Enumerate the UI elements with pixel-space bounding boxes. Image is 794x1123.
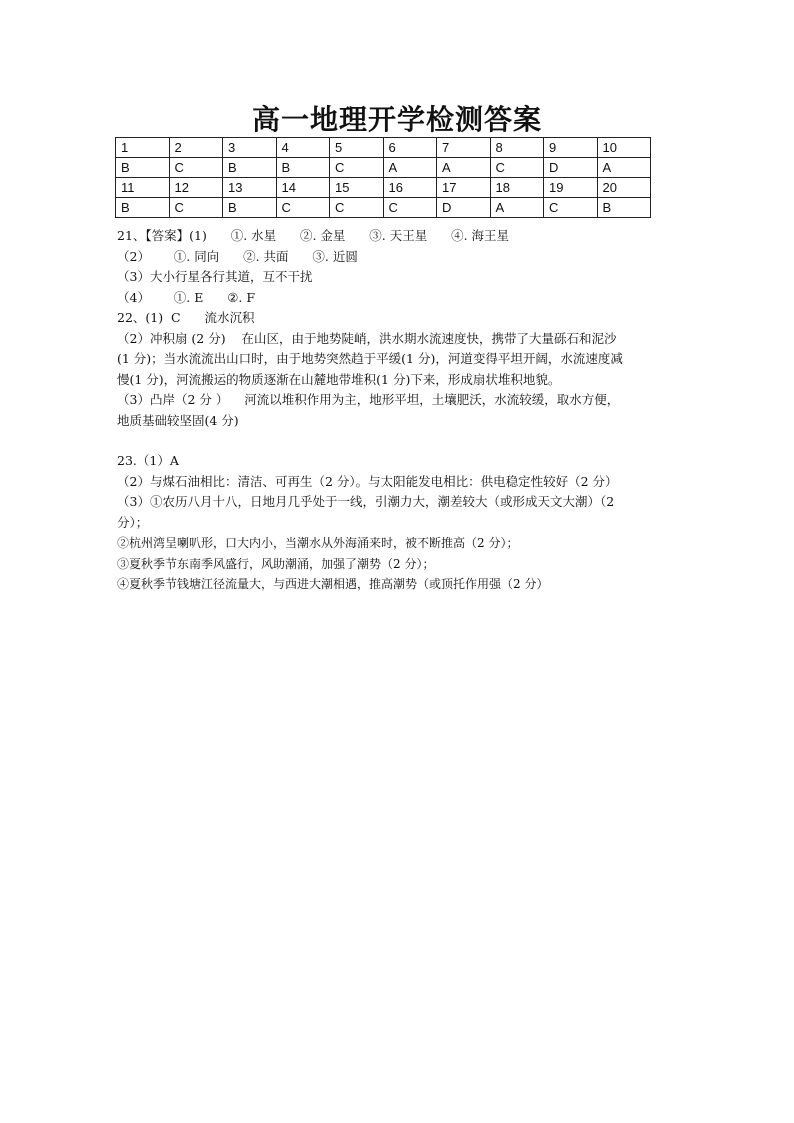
q22-line-5: （3）凸岸（2 分 ） 河流以堆积作用为主，地形平坦，土壤肥沃，水流较缓，取水方便，	[117, 392, 620, 407]
question-number-cell: 9	[544, 138, 598, 158]
answer-cell: B	[116, 158, 170, 178]
answer-cell: B	[597, 198, 651, 218]
q22-line-4: 慢(1 分)，河流搬运的物质逐渐在山麓地带堆积(1 分)下来，形成扇状堆积地貌。	[117, 371, 561, 387]
answer-row	[116, 198, 651, 218]
q22-line-3: (1 分)；当水流流出山口时，由于地势突然趋于平缓(1 分)，河道变得平坦开阔，水流速度减	[117, 351, 623, 366]
answer-cell: B	[223, 158, 277, 178]
q21-line-4: （4） ①. E ②. F	[117, 289, 256, 305]
question-number-cell: 19	[544, 178, 598, 198]
question-number-cell: 17	[437, 178, 491, 198]
question-number-cell: 13	[223, 178, 277, 198]
answer-cell: C	[383, 198, 437, 218]
answer-cell: C	[330, 158, 384, 178]
q21-line-1: 21、【答案】(1) ①. 水星 ②. 金星 ③. 天王星 ④. 海王星	[117, 228, 510, 243]
q22-line-2: （2）冲积扇 (2 分) 在山区，由于地势陡峭，洪水期水流速度快，携带了大量砾石和泥沙	[117, 330, 617, 346]
question-number-cell: 4	[276, 138, 330, 158]
question-number-cell: 14	[276, 178, 330, 198]
q23-line-4: 分）；	[117, 514, 149, 530]
answer-cell: C	[544, 198, 598, 218]
answer-cell: D	[544, 158, 598, 178]
question-number-cell: 6	[383, 138, 437, 158]
question-number-row	[116, 138, 651, 158]
question-number-cell: 18	[490, 178, 544, 198]
answer-cell: A	[490, 198, 544, 218]
question-number-cell: 8	[490, 138, 544, 158]
question-number-cell: 2	[169, 138, 223, 158]
q21-line-3: （3）大小行星各行其道，互不干扰	[117, 269, 313, 284]
answer-cell: A	[383, 158, 437, 178]
question-number-cell: 20	[597, 178, 651, 198]
question-number-cell: 16	[383, 178, 437, 198]
question-number-row	[116, 178, 651, 198]
question-number-cell: 15	[330, 178, 384, 198]
question-number-cell: 5	[330, 138, 384, 158]
answer-content	[117, 226, 677, 595]
question-number-cell: 1	[116, 138, 170, 158]
answer-cell: C	[276, 198, 330, 218]
q22-line-6: 地质基础较坚固(4 分)	[117, 412, 239, 428]
answer-cell: C	[330, 198, 384, 218]
answer-cell: C	[490, 158, 544, 178]
q22-line-1: 22、(1) C 流水沉积	[117, 310, 255, 325]
answer-row	[116, 158, 651, 178]
answer-cell: B	[276, 158, 330, 178]
answer-cell: B	[223, 198, 277, 218]
question-number-cell: 12	[169, 178, 223, 198]
q23-line-5: ②杭州湾呈喇叭形，口大内小，当潮水从外海涌来时，被不断推高（2 分）；	[117, 536, 519, 550]
answer-cell: C	[169, 198, 223, 218]
blank-line	[117, 431, 677, 451]
question-number-cell: 7	[437, 138, 491, 158]
answer-cell: D	[437, 198, 491, 218]
answer-cell: A	[437, 158, 491, 178]
page-title: 高一地理开学检测答案	[251, 103, 542, 136]
q23-line-7: ④夏秋季节钱塘江径流量大，与西进大潮相遇，推高潮势（或顶托作用强（2 分）	[117, 577, 549, 591]
q23-line-2: （2）与煤石油相比：清洁、可再生（2 分）。与太阳能发电相比：供电稳定性较好（2 分）	[117, 473, 618, 489]
answer-cell: C	[169, 158, 223, 178]
answer-table	[115, 137, 651, 218]
question-number-cell: 10	[597, 138, 651, 158]
answer-cell: B	[116, 198, 170, 218]
answer-cell: A	[597, 158, 651, 178]
question-number-cell: 3	[223, 138, 277, 158]
q23-line-6: ③夏秋季节东南季风盛行，风助潮涌，加强了潮势（2 分）；	[117, 556, 435, 571]
q23-line-3: （3）①农历八月十八，日地月几乎处于一线，引潮力大，潮差较大（或形成天文大潮）（2	[117, 494, 615, 509]
question-number-cell: 11	[116, 178, 170, 198]
q23-line-1: 23.（1）A	[117, 453, 179, 468]
q21-line-2: （2） ①. 同向 ②. 共面 ③. 近圆	[117, 248, 358, 264]
